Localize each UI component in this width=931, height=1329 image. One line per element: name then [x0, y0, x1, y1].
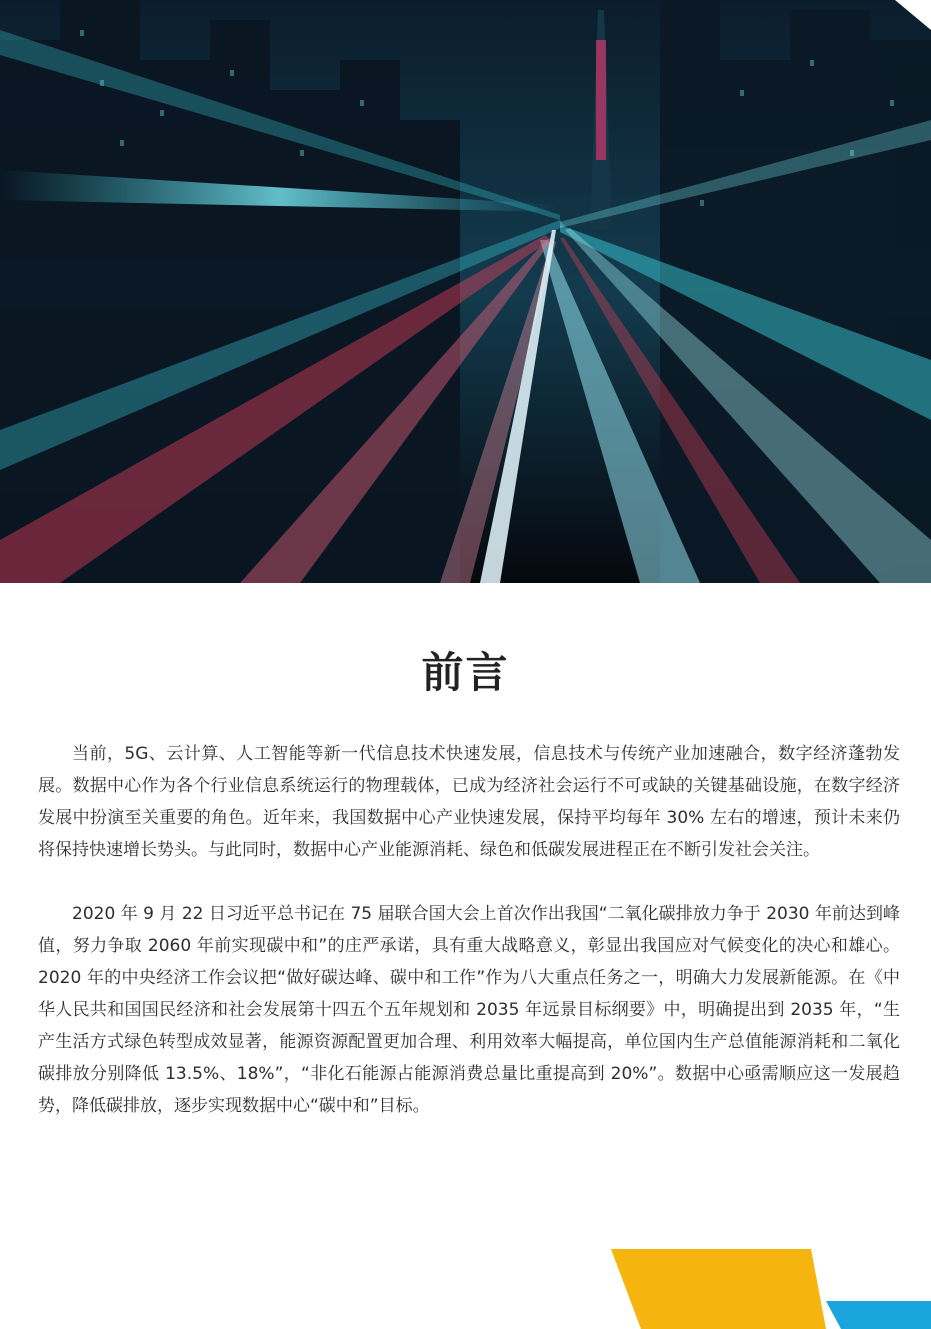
- corner-stripes: [611, 1249, 931, 1329]
- paragraph-2: 2020 年 9 月 22 日习近平总书记在 75 届联合国大会上首次作出我国“二氧化碳排放力争于 2030 年前达到峰值，努力争取 2060 年前实现碳中和”的庄严承诺，具有重大战略意义，彰显出我国应对气候变化的决心和雄心。2020 年的中央经济工作会议把“做好碳达峰、碳中和工作”作为八大重点任务之一，明确大力发展新能源。在《中华人民共和国国民经济和社会发展第十四五个五年规划和 2035 年远景目标纲要》中，明确提出到 2035 年，“生产生活方式绿色转型成效显著，能源资源配置更加合理、利用效率大幅提高，单位国内生产总值能源消耗和二氧化碳排放分别降低 13.5%、18%”，“非化石能源占能源消费总量比重提高到 20%”。数据中心亟需顺应这一发展趋势，降低碳排放，逐步实现数据中心“碳中和”目标。: [38, 904, 900, 1116]
- blue-stripe: [826, 1301, 931, 1329]
- hero-illustration: [0, 0, 931, 583]
- preface-body: [38, 738, 900, 1154]
- yellow-stripe: [611, 1249, 826, 1329]
- page-title: 前言: [421, 648, 510, 697]
- paragraph-1: 当前，5G、云计算、人工智能等新一代信息技术快速发展，信息技术与传统产业加速融合，数字经济蓬勃发展。数据中心作为各个行业信息系统运行的物理载体，已成为经济社会运行不可或缺的关键基础设施，在数字经济发展中扮演至关重要的角色。近年来，我国数据中心产业快速发展，保持平均每年 30% 左右的增速，预计未来仍将保持快速增长势头。与此同时，数据中心产业能源消耗、绿色和低碳发展进程正在不断引发社会关注。: [38, 744, 900, 860]
- hero-image: [0, 0, 931, 583]
